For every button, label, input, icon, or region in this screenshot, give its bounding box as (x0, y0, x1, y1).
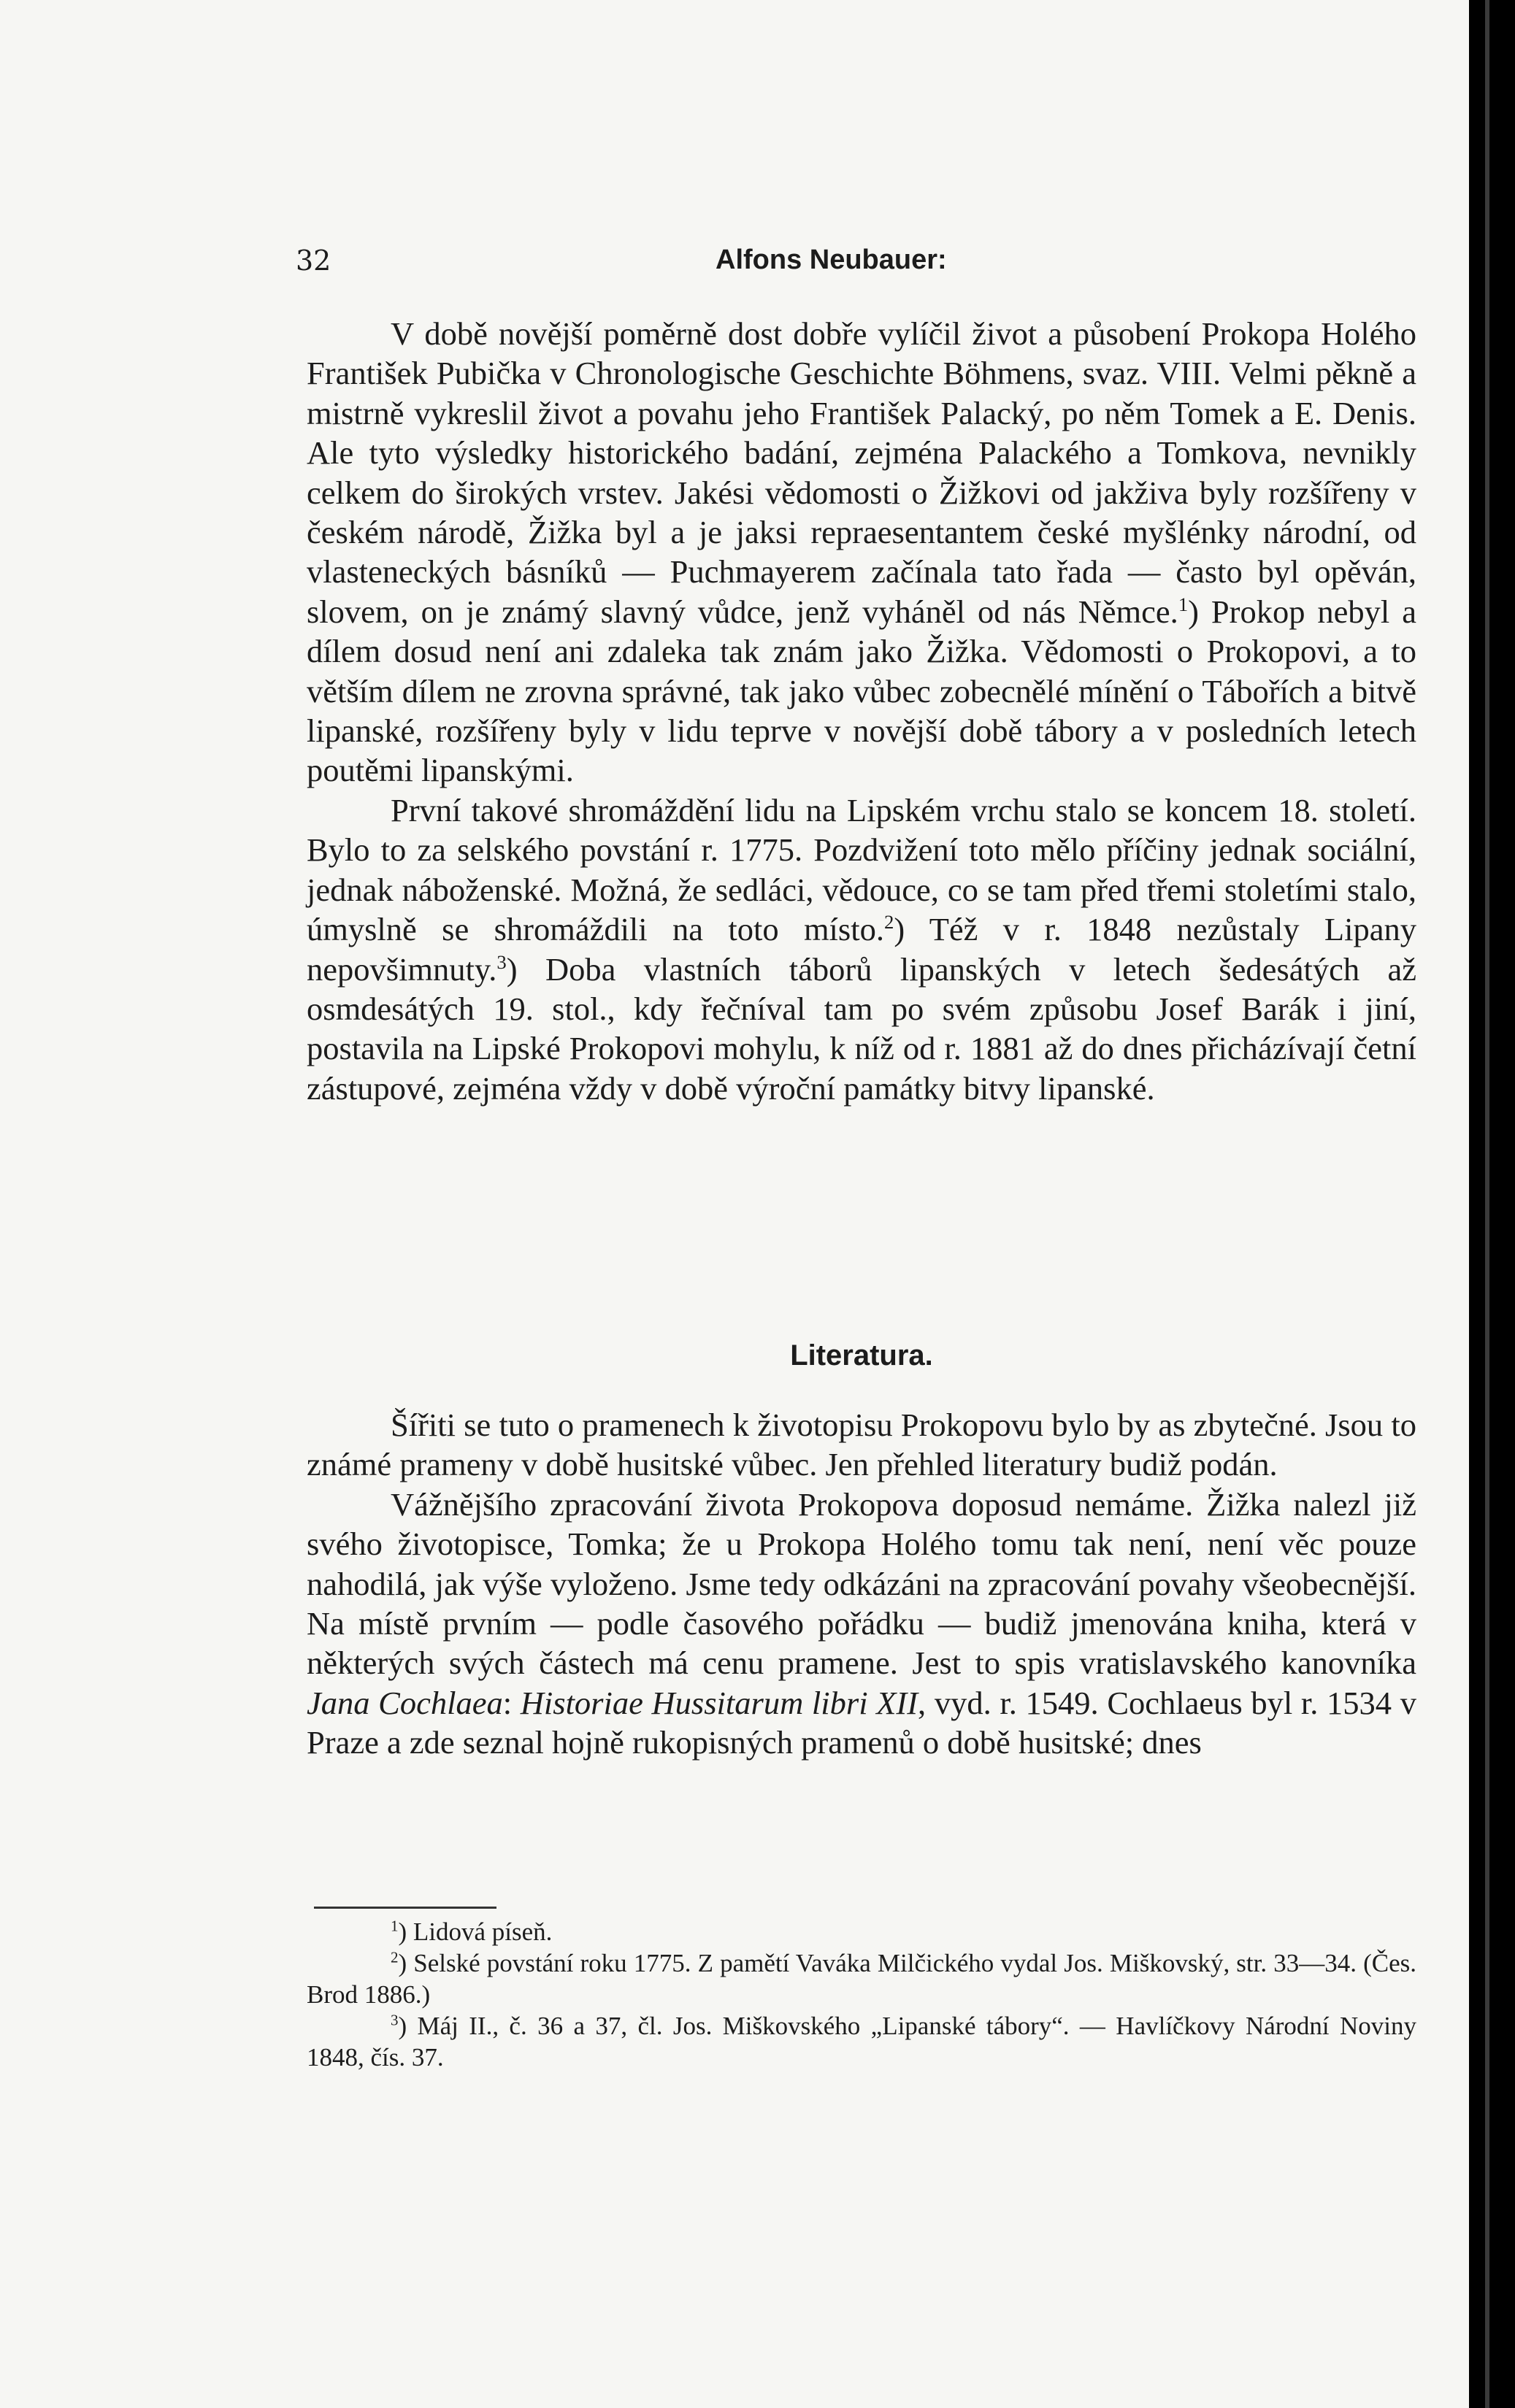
footnotes (307, 1916, 1416, 2073)
body-text (307, 314, 1416, 1108)
punctuation: : (502, 1684, 521, 1721)
footnote (307, 2010, 1416, 2073)
paragraph-text: Vážnějšího zpracování života Prokopova doposud nemáme. Žižka nalezl již svého životopisce, Tomka; že u Prokopa Holého tomu tak není, není věc pouze nahodilá, jak výše vyloženo. Jsme tedy odkázáni na zpracování povahy všeobecnější. Na místě prvním — podle časového pořádku — budiž jmenována kniha, která v některých svých částech má cenu pramene. Jest to spis vratislavského kanovníka (307, 1485, 1416, 1682)
literature-text (307, 1405, 1416, 1763)
footnote-text: ) Máj II., č. 36 a 37, čl. Jos. Miškovského „Lipanské tábory“. — Havlíčkovy Národní Noviny 1848, čís. 37. (307, 2012, 1416, 2072)
scan-border (1469, 0, 1515, 2408)
footnote-mark: 2 (391, 1948, 399, 1966)
section-heading: Literatura. (790, 1339, 933, 1372)
footnote-mark: 1 (391, 1917, 399, 1935)
body-paragraph: Šířiti se tuto o pramenech k životopisu Prokopovu bylo by as zbytečné. Jsou to známé prameny v době husitské vůbec. Jen přehled literatury budiž podán. (307, 1407, 1416, 1483)
body-paragraph (307, 1485, 1416, 1763)
paragraph-text: V době novější poměrně dost dobře vylíčil život a působení Prokopa Holého František Pubička v Chronologische Geschichte Böhmens, svaz. VIII. Velmi pěkně a mistrně vykreslil život a povahu jeho František Palacký, po něm Tomek a E. Denis. Ale tyto výsledky historického badání, zejména Palackého a Tomkova, nevnikly celkem do širokých vrstev. Jakési vědomosti o Žižkovi od jakživa byly rozšířeny v českém národě, Žižka byl a je jaksi repraesentantem české myšlénky národní, od vlasteneckých básníků — Puchmayerem začínala tato řada — často byl opěván, slovem, on je známý slavný vůdce, jenž vyháněl od nás Němce. (307, 315, 1416, 630)
page-number: 32 (296, 245, 331, 277)
footnote (307, 1916, 1416, 1947)
scan-edge-line (1485, 0, 1489, 2408)
paragraph-text: , vyd. r. 1549. Cochlaeus byl r. 1534 v Praze a zde seznal hojně rukopisných pramenů o době husitské; dnes (307, 1684, 1416, 1761)
footnote-reference: 3 (496, 950, 507, 973)
footnote-mark: 3 (391, 2011, 399, 2029)
paragraph-text: ) Prokop nebyl a dílem dosud není ani zdaleka tak znám jako Žižka. Vědomosti o Prokopovi, a to větším dílem ne zrovna správné, tak jako vůbec zobecnělé mínění o Tábořích a bitvě lipanské, rozšířeny byly v lidu teprve v novější době tábory a v posledních letech poutěmi lipanskými. (307, 593, 1416, 789)
running-head: Alfons Neubauer: (716, 245, 947, 275)
footnote-text: ) Lidová píseň. (398, 1917, 553, 1946)
footnote (307, 1947, 1416, 2010)
footnote-reference: 1 (1178, 593, 1189, 616)
footnote-divider (314, 1907, 496, 1909)
author-name: Jana Cochlaea (307, 1684, 503, 1721)
paragraph-text: ) Též v r. 1848 nezůstaly Lipany nepovšimnuty. (307, 911, 1416, 988)
body-paragraph (307, 314, 1416, 791)
paragraph-text: První takové shromáždění lidu na Lipském vrchu stalo se koncem 18. století. Bylo to za selského povstání r. 1775. Pozdvižení toto mělo příčiny jednak sociální, jednak náboženské. Možná, že sedláci, vědouce, co se tam před třemi stoletími stalo, úmyslně se shromáždili na toto místo. (307, 791, 1416, 948)
body-paragraph (307, 791, 1416, 1108)
footnote-text: ) Selské povstání roku 1775. Z pamětí Vaváka Milčického vydal Jos. Miškovský, str. 33—34. (Čes. Brod 1886.) (307, 1949, 1416, 2009)
footnote-reference: 2 (883, 911, 894, 934)
page-header (296, 245, 1460, 288)
paragraph-text: ) Doba vlastních táborů lipanských v letech šedesátých až osmdesátých 19. stol., kdy řečníval tam po svém způsobu Josef Barák i jiní, postavila na Lipské Prokopovi mohylu, k níž od r. 1881 až do dnes přicházívají četní zástupové, zejména vždy v době výroční památky bitvy lipanské. (307, 950, 1416, 1107)
book-title: Historiae Hussitarum libri XII (520, 1684, 918, 1721)
